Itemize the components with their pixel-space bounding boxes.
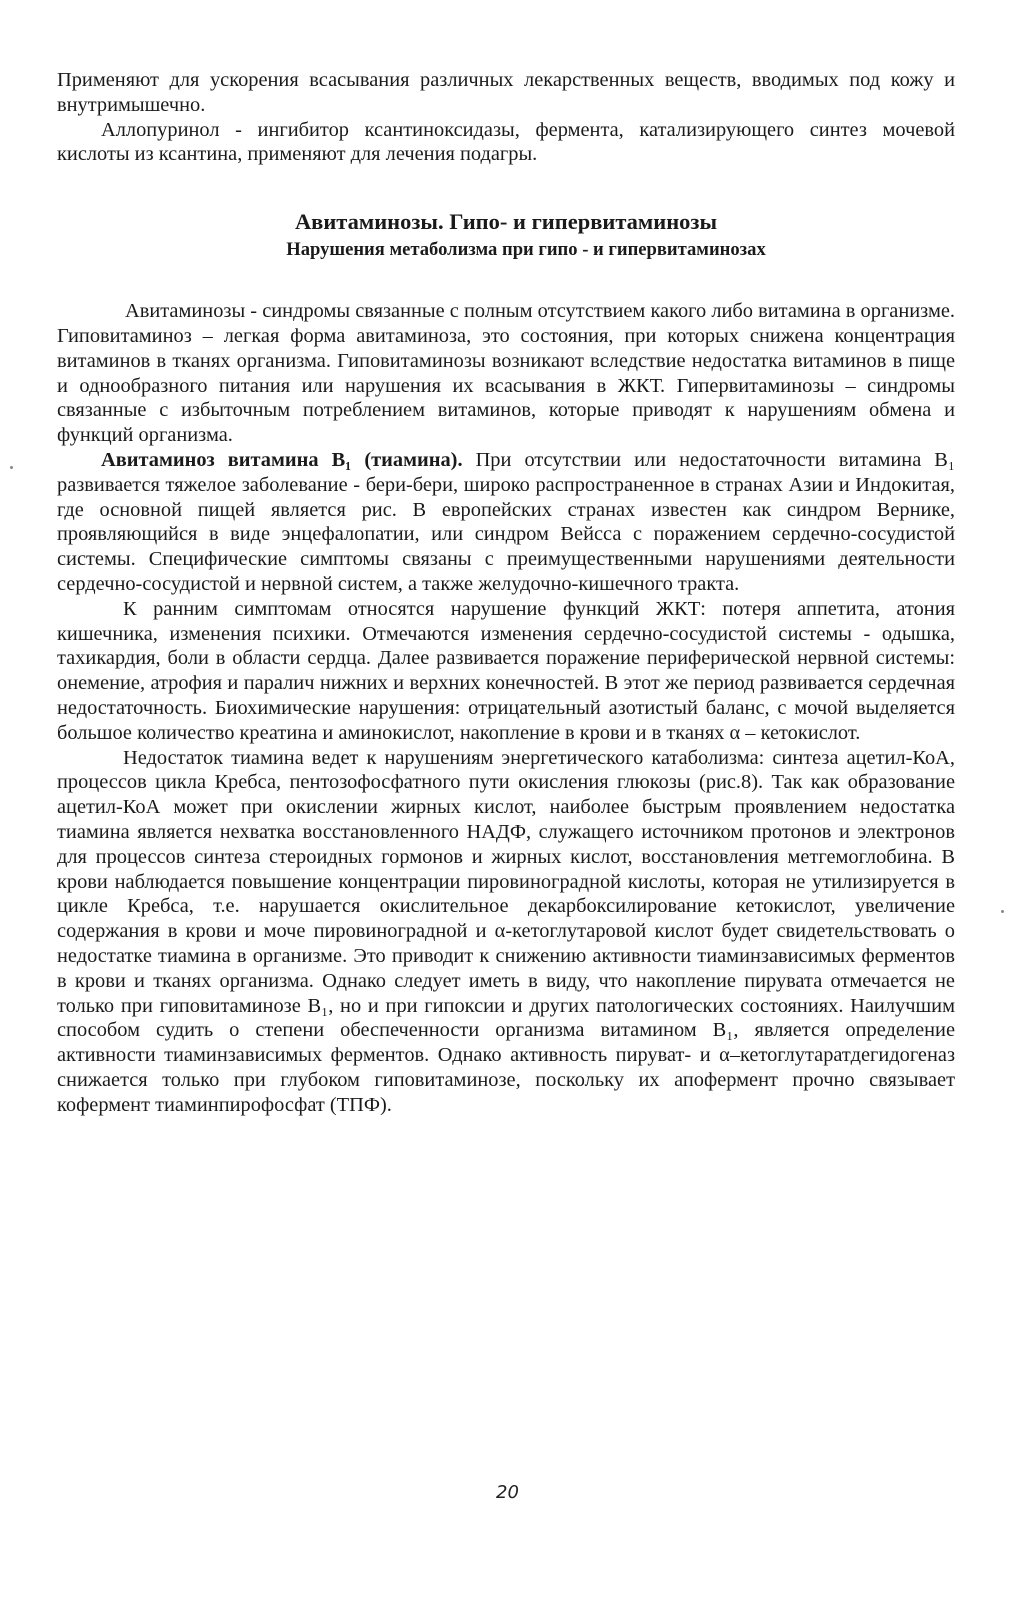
thiamine-paragraph [57, 448, 955, 597]
scan-speck [1001, 910, 1004, 913]
thiamine-heading: Авитаминоз витамина В₁ (тиамина). [101, 448, 463, 471]
page-number: 20 [496, 1482, 519, 1503]
deficiency-paragraph: Недостаток тиамина ведет к нарушениям энергетического катаболизма: синтеза ацетил-КоА, процессов цикла Кребса, пентозофосфатного пути окисления глюкозы (рис.8). Так как образование ацетил-КоА может при окислении жирных кислот, наиболее быстрым проявлением недостатка тиамина является нехватка восстановленного НАДФ, служащего источником протонов и электронов для процессов синтеза стероидных гормонов и жирных кислот, восстановления метгемоглобина. В крови наблюдается повышение концентрации пировиноградной кислоты, которая не утилизируется в цикле Кребса, т.е. нарушается окислительное декарбоксилирование кетокислот, увеличение содержания в крови и моче пировиноградной и α-кетоглутаровой кислот будет свидетельствовать о недостатке тиамина в организме. Это приводит к снижению активности тиаминзависимых ферментов в крови и тканях организма. Однако следует иметь в виду, что накопление пирувата отмечается не только при гиповитаминозе В₁, но и при гипоксии и других патологических состояниях. Наилучшим способом судить о степени обеспеченности организма витамином В₁, является определение активности тиаминзависимых ферментов. Однако активность пируват- и α–кетоглутаратдегидогеназ снижается только при глубоком гиповитаминозе, поскольку их апофермент прочно связывает кофермент тиаминпирофосфат (ТПФ). [57, 746, 955, 1116]
scan-speck [10, 466, 13, 469]
intro-text-1: Применяют для ускорения всасывания различных лекарственных веществ, вводимых под кожу и внутримышечно. [57, 69, 955, 116]
symptoms-paragraph: К ранним симптомам относятся нарушение функций ЖКТ: потеря аппетита, атония кишечника, изменения психики. Отмечаются изменения сердечно-сосудистой системы - одышка, тахикардия, боли в области сердца. Далее развивается поражение периферической нервной системы: онемение, атрофия и паралич нижних и верхних конечностей. В этот же период развивается сердечная недостаточность. Биохимические нарушения: отрицательный азотистый баланс, с мочой выделяется большое количество креатина и аминокислот, накопление в крови и в тканях α – кетокислот. [57, 597, 955, 744]
thiamine-text: При отсутствии или недостаточности витамина В₁ развивается тяжелое заболевание - бери-бери, широко распространенное в странах Азии и Индокитая, где основной пищей является рис. В европейских странах известен как синдром Вернике, проявляющийся в виде энцефалопатии, или синдром Вейсса с поражением сердечно-сосудистой системы. Специфические симптомы связаны с преимущественными нарушениями деятельности сердечно-сосудистой и нервной систем, а также желудочно-кишечного тракта. [57, 448, 955, 595]
section-title: Авитаминозы. Гипо- и гипервитаминозы [294, 209, 718, 235]
section-subtitle: Нарушения метаболизма при гипо - и гипервитаминозах [286, 239, 766, 261]
document-page [57, 68, 955, 1117]
allopurinol-paragraph: Аллопуринол - ингибитор ксантиноксидазы, фермента, катализирующего синтез мочевой кислоты из ксантина, применяют для лечения подагры. [57, 118, 955, 166]
avitaminosis-paragraph: Авитаминозы - синдромы связанные с полным отсутствием какого либо витамина в организме. Гиповитаминоз – легкая форма авитаминоза, это состояния, при которых снижена концентрация витаминов в тканях организма. Гиповитаминозы возникают вследствие недостатка витаминов в пище и однообразного питания или нарушения их всасывания в ЖКТ. Гипервитаминозы – синдромы связанные с избыточным потреблением витаминов, которые приводят к нарушениям обмена и функций организма. [57, 300, 955, 447]
